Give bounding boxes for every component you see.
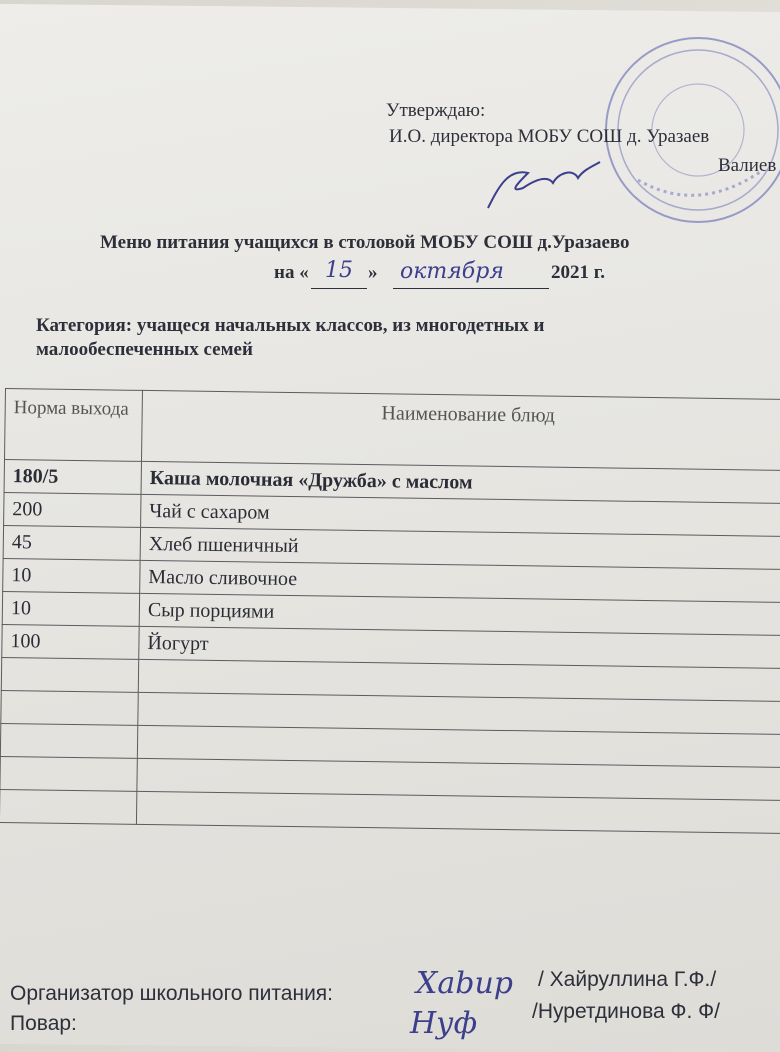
empty-cell xyxy=(0,723,137,758)
page-title: Меню питания учащихся в столовой МОБУ СОШ д.Уразаево xyxy=(100,232,630,253)
menu-table xyxy=(0,388,780,834)
category-line-2: малообеспеченных семей xyxy=(36,339,253,360)
empty-cell xyxy=(1,690,138,725)
date-prefix: на « xyxy=(274,262,309,283)
row-dish: Хлеб пшеничный xyxy=(140,527,780,569)
header-norm: Норма выхода xyxy=(5,389,143,462)
date-month: октября xyxy=(400,259,504,284)
row-norm: 45 xyxy=(3,525,140,560)
cook-label: Повар: xyxy=(10,1012,77,1035)
empty-cell xyxy=(0,756,137,791)
row-dish: Йогурт xyxy=(139,626,780,668)
director-signature xyxy=(478,148,608,218)
empty-cell xyxy=(0,789,137,824)
cook-signature: Нуф xyxy=(410,1006,478,1041)
row-dish: Масло сливочное xyxy=(140,560,780,602)
date-mid: » xyxy=(368,262,378,283)
row-norm: 10 xyxy=(2,591,139,626)
approval-name: Валиев xyxy=(718,155,777,176)
day-underline xyxy=(311,288,367,289)
date-day: 15 xyxy=(325,258,353,283)
row-norm: 10 xyxy=(3,558,140,593)
row-dish: Чай с сахаром xyxy=(141,494,780,536)
header-dish: Наименование блюд xyxy=(141,390,780,470)
table-header-row xyxy=(5,389,780,471)
row-norm: 180/5 xyxy=(4,460,141,495)
row-dish: Каша молочная «Дружба» с маслом xyxy=(141,461,780,503)
category-line-1: Категория: учащеся начальных классов, из многодетных и xyxy=(36,315,545,336)
organizer-name: / Хайруллина Г.Ф./ xyxy=(538,968,717,991)
empty-cell xyxy=(1,657,138,692)
organizer-label: Организатор школьного питания: xyxy=(10,982,334,1005)
cook-name: /Нуретдинова Ф. Ф/ xyxy=(532,1000,720,1023)
month-underline xyxy=(393,288,549,289)
organizer-signature: Хаbир xyxy=(416,966,513,1001)
approval-label: Утверждаю: xyxy=(386,100,486,121)
row-norm: 200 xyxy=(4,492,141,527)
row-norm: 100 xyxy=(2,624,139,659)
approval-position: И.О. директора МОБУ СОШ д. Уразаев xyxy=(389,126,710,147)
row-dish: Сыр порциями xyxy=(139,593,780,635)
date-year: 2021 г. xyxy=(551,262,605,283)
